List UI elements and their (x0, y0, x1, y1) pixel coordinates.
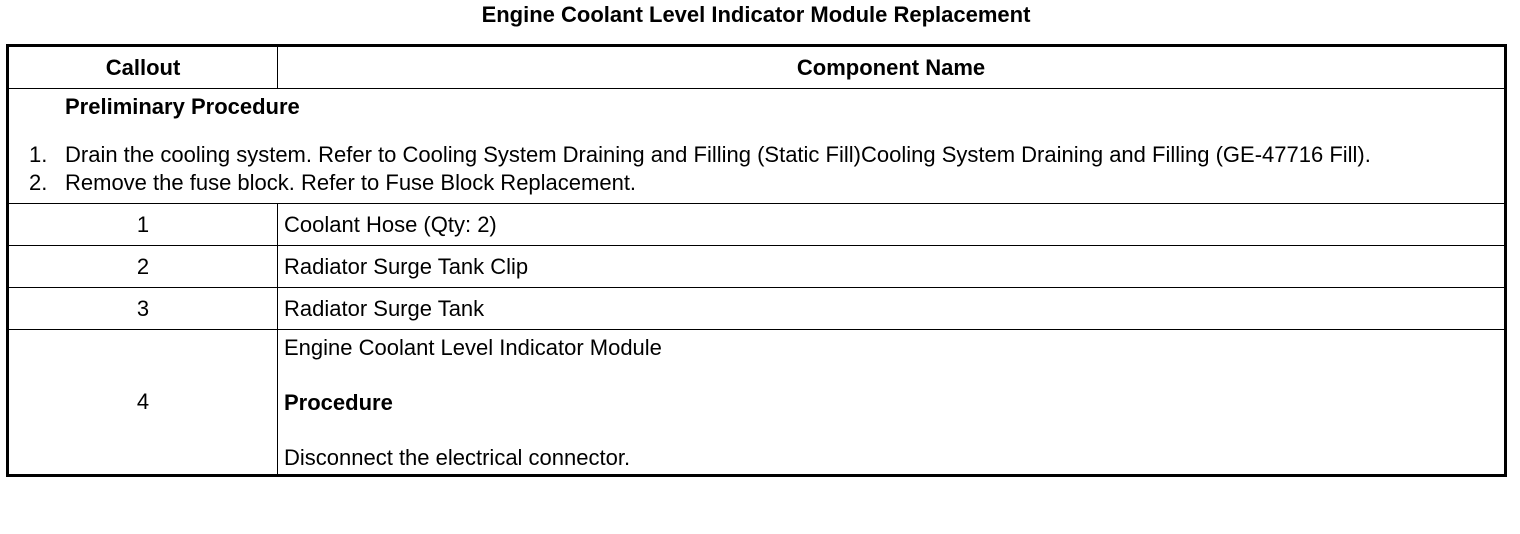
table-row (8, 204, 1506, 246)
header-component-name: Component Name (278, 46, 1506, 89)
procedure-table (6, 44, 1507, 477)
table-row (8, 330, 1506, 476)
table-row (8, 246, 1506, 288)
step-number: 2. (29, 170, 48, 195)
callout-cell: 3 (8, 288, 278, 330)
step-text: Drain the cooling system. Refer to Cooling System Draining and Filling (Static Fill)Cooling System Draining and Filling (GE-47716 Fill). (65, 142, 1371, 167)
preliminary-step (29, 169, 1492, 197)
callout-cell: 2 (8, 246, 278, 288)
preliminary-procedure-heading: Preliminary Procedure (65, 94, 300, 119)
preliminary-step (29, 141, 1492, 169)
step-number: 1. (29, 142, 48, 167)
table-row (8, 288, 1506, 330)
callout-cell: 4 (8, 330, 278, 476)
header-callout: Callout (8, 46, 278, 89)
component-name-cell: Radiator Surge Tank (278, 288, 1506, 330)
component-name-text: Engine Coolant Level Indicator Module (284, 335, 662, 360)
document-title: Engine Coolant Level Indicator Module Replacement (481, 2, 1031, 27)
table-header-row (8, 46, 1506, 89)
callout-cell: 1 (8, 204, 278, 246)
procedure-heading: Procedure (284, 390, 393, 415)
preliminary-procedure-cell (8, 89, 1506, 204)
preliminary-procedure-row (8, 89, 1506, 204)
component-name-cell: Coolant Hose (Qty: 2) (278, 204, 1506, 246)
procedure-text: Disconnect the electrical connector. (284, 445, 631, 470)
component-name-cell (278, 330, 1506, 476)
component-name-cell: Radiator Surge Tank Clip (278, 246, 1506, 288)
step-text: Remove the fuse block. Refer to Fuse Block Replacement. (65, 170, 637, 195)
